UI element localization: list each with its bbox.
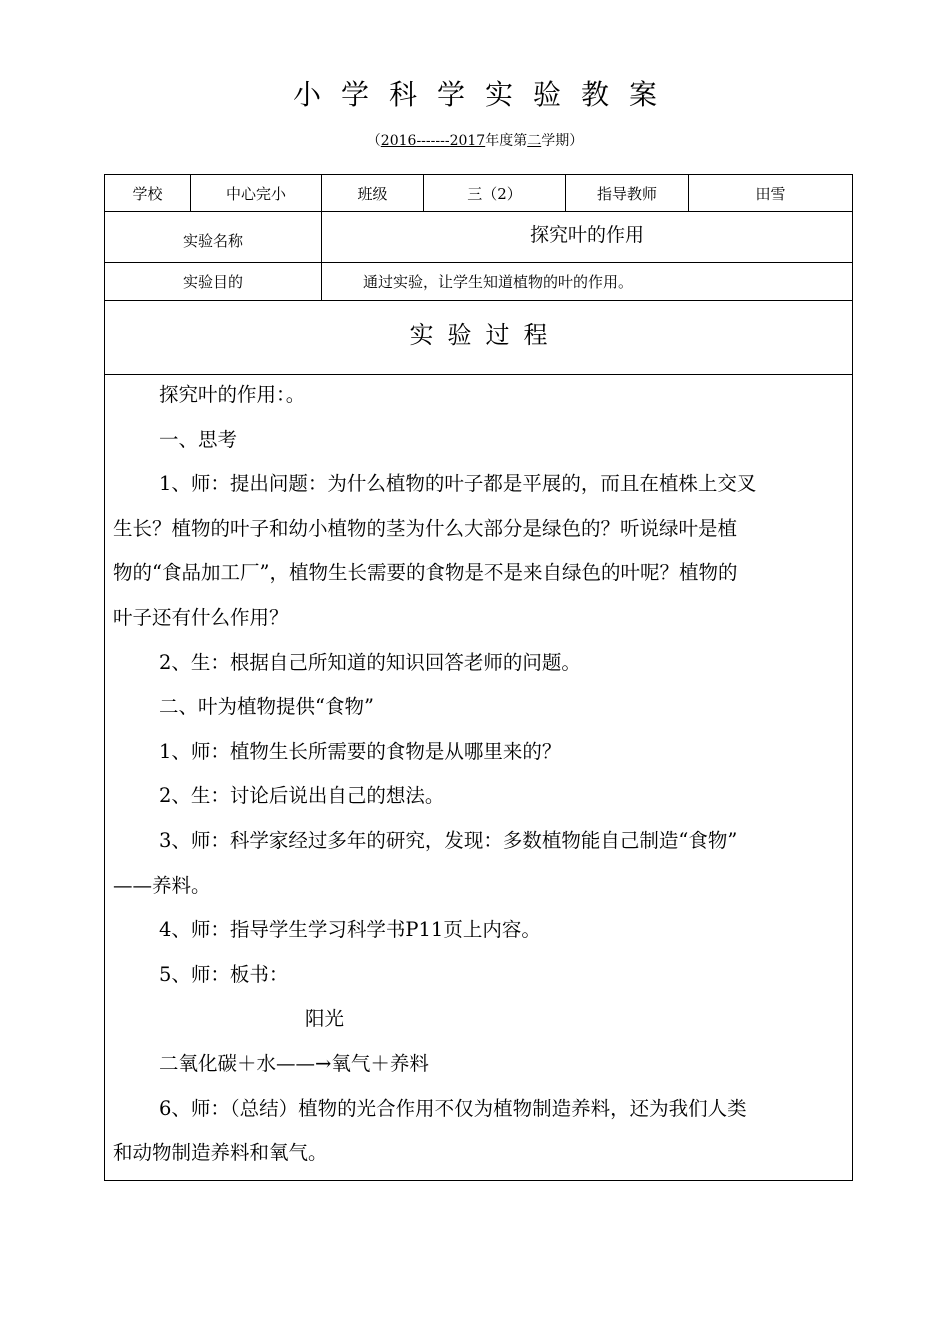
process-heading: 实验过程: [409, 321, 562, 349]
experiment-goal-label: 实验目的: [182, 273, 243, 291]
photosynthesis-equation: 二氧化碳＋水——→氧气＋养料: [159, 1051, 429, 1075]
subtitle-dashes: -------: [416, 133, 450, 149]
process-line: 探究叶的作用：。: [159, 383, 306, 406]
experiment-name-label: 实验名称: [182, 231, 243, 250]
process-line: 3、师：科学家经过多年的研究，发现：多数植物能自己制造“食物”: [159, 828, 738, 852]
experiment-goal-value: 通过实验，让学生知道植物的叶的作用。: [363, 273, 634, 291]
teacher-value: 田雪: [755, 184, 786, 203]
process-line: ——养料。: [113, 873, 211, 897]
class-value: 三（2）: [467, 184, 522, 203]
process-line: 5、师：板书：: [159, 962, 289, 986]
process-line: 生长？植物的叶子和幼小植物的茎为什么大部分是绿色的？听说绿叶是植: [113, 516, 738, 540]
subtitle-year-start: 2016: [380, 133, 417, 149]
process-line: 1、师：植物生长所需要的食物是从哪里来的？: [159, 739, 562, 763]
school-value: 中心完小: [225, 184, 286, 203]
class-label: 班级: [357, 184, 388, 203]
school-year-subtitle: [0, 130, 950, 150]
process-line: 叶子还有什么作用？: [113, 605, 289, 629]
subtitle-mid: 年度第: [485, 133, 528, 149]
teacher-label: 指导教师: [596, 184, 657, 203]
subtitle-end: 学期）: [541, 133, 584, 149]
equation-condition: 阳光: [305, 1007, 345, 1031]
subtitle-year-end: 2017: [449, 133, 486, 149]
process-line: 二、叶为植物提供“食物”: [159, 695, 374, 719]
process-line: 物的“食品加工厂”，植物生长需要的食物是不是来自绿色的叶呢？植物的: [113, 561, 738, 585]
process-line: 1、师：提出问题：为什么植物的叶子都是平展的，而且在植株上交叉: [159, 472, 757, 496]
school-label: 学校: [132, 184, 163, 203]
subtitle-open: （: [366, 133, 381, 149]
experiment-name-value: 探究叶的作用: [529, 224, 644, 246]
subtitle-term-number: 二: [527, 133, 542, 149]
process-line: 6、师：（总结）植物的光合作用不仅为植物制造养料，还为我们人类: [159, 1096, 747, 1120]
page-title: 小学科学实验教案: [292, 78, 677, 111]
process-content: [113, 373, 848, 1176]
process-line: 2、生：讨论后说出自己的想法。: [159, 784, 445, 808]
process-line: 和动物制造养料和氧气。: [113, 1141, 328, 1165]
process-line: 2、生：根据自己所知道的知识回答老师的问题。: [159, 650, 581, 674]
process-line: 4、师：指导学生学习科学书P11页上内容。: [159, 918, 541, 942]
lesson-plan-table: [104, 174, 853, 1181]
process-line: 一、思考: [159, 427, 238, 451]
